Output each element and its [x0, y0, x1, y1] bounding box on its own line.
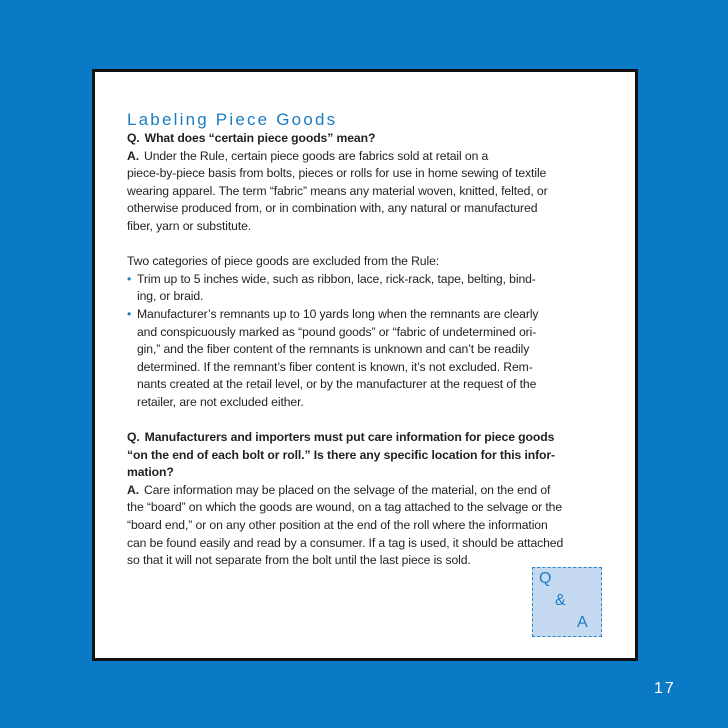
qa-badge	[532, 567, 602, 637]
list-item-line: determined. If the remnant’s fiber content is known, it’s not excluded. Rem-	[137, 359, 533, 374]
q-label: Q.	[127, 131, 140, 145]
a-label: A.	[127, 148, 139, 163]
answer-2-line: Care information may be placed on the selvage of the material, on the end of	[144, 482, 551, 497]
list-item-line: ing, or braid.	[137, 289, 204, 304]
answer-1-line: otherwise produced from, or in combination with, any natural or manufactured	[127, 201, 538, 216]
qa-badge-q: Q	[539, 570, 552, 587]
answer-1-line: Under the Rule, certain piece goods are fabrics sold at retail on a	[144, 148, 489, 163]
list-item-line: retailer, are not excluded either.	[137, 394, 304, 409]
question-2-line: Manufacturers and importers must put care information for piece goods	[144, 430, 555, 445]
exclusions-intro: Two categories of piece goods are excluded from the Rule:	[127, 254, 440, 269]
answer-1-line: wearing apparel. The term “fabric” means any material woven, knitted, felted, or	[127, 183, 548, 198]
page-card	[92, 69, 638, 661]
question-1	[127, 130, 607, 148]
answer-1-line: fiber, yarn or substitute.	[127, 218, 252, 233]
list-item-line: gin,” and the fiber content of the remnants is unknown and can’t be readily	[137, 342, 530, 357]
question-2-line: mation?	[127, 465, 174, 480]
qa-badge-ampersand: &	[555, 592, 566, 609]
document-body	[127, 110, 607, 570]
page-number: 17	[654, 680, 676, 697]
q-label: Q.	[127, 430, 140, 445]
question-2-line: “on the end of each bolt or roll.” Is there any specific location for this infor-	[127, 447, 555, 462]
a-label: A.	[127, 482, 139, 497]
list-item-line: Manufacturer’s remnants up to 10 yards long when the remnants are clearly	[137, 306, 539, 321]
bullet-icon: •	[127, 271, 132, 286]
answer-1-line: piece-by-piece basis from bolts, pieces or rolls for use in home sewing of textile	[127, 166, 547, 181]
section-title: Labeling Piece Goods	[127, 110, 338, 129]
list-item	[127, 306, 607, 412]
qa-badge-a: A	[577, 614, 588, 631]
question-1-text: What does “certain piece goods” mean?	[144, 131, 376, 145]
question-2	[127, 429, 607, 482]
list-item-line: and conspicuously marked as “pound goods” or “fabric of undetermined ori-	[137, 324, 537, 339]
answer-2-line: the “board” on which the goods are wound, on a tag attached to the selvage or the	[127, 500, 563, 515]
list-item-line: nants created at the retail level, or by the manufacturer at the request of the	[137, 377, 537, 392]
answer-2-line: can be found easily and read by a consumer. If a tag is used, it should be attached	[127, 535, 564, 550]
bullet-icon: •	[127, 306, 132, 321]
answer-2	[127, 482, 607, 570]
exclusions-list	[127, 271, 607, 412]
answer-1	[127, 148, 607, 236]
list-item-line: Trim up to 5 inches wide, such as ribbon, lace, rick-rack, tape, belting, bind-	[137, 271, 536, 286]
answer-2-line: so that it will not separate from the bolt until the last piece is sold.	[127, 553, 471, 568]
list-item	[127, 271, 607, 306]
answer-2-line: “board end,” or on any other position at the end of the roll where the information	[127, 518, 548, 533]
